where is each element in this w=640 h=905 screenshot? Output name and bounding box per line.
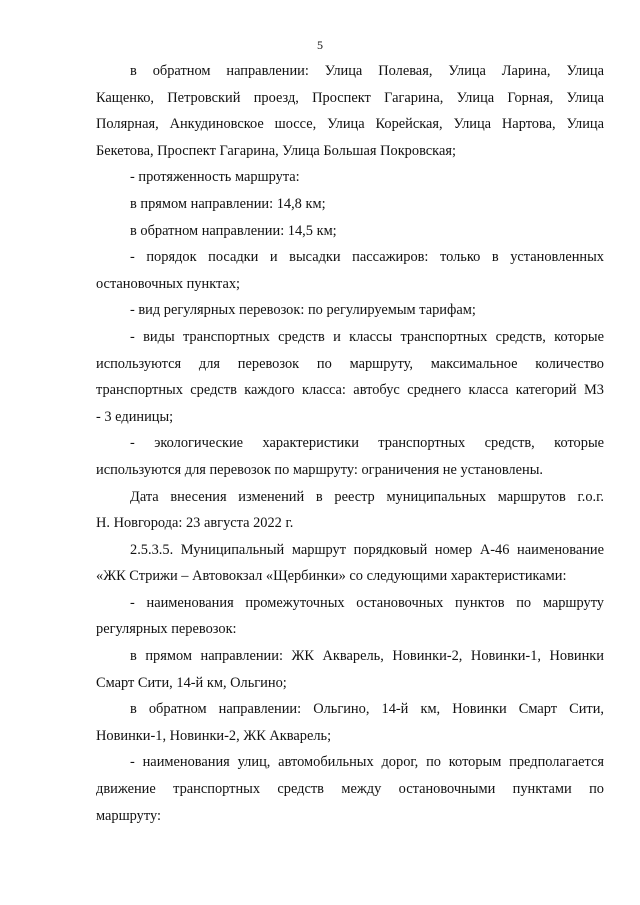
text-line: в обратном направлении: 14,5 км; xyxy=(130,222,337,239)
paragraph xyxy=(96,324,604,430)
text-line: в прямом направлении: ЖК Акварель, Новинки-2, Новинки-1, Новинки xyxy=(130,648,604,665)
page-number: 5 xyxy=(317,38,323,52)
text-line: - наименования промежуточных остановочных пунктов по маршруту xyxy=(130,594,604,611)
paragraph xyxy=(96,643,604,696)
paragraph xyxy=(96,537,604,590)
text-line: Дата внесения изменений в реестр муниципальных маршрутов г.о.г. xyxy=(130,488,604,505)
text-line: Смарт Сити, 14-й км, Ольгино; xyxy=(96,674,287,691)
text-line: движение транспортных средств между остановочными пунктами по xyxy=(96,781,604,798)
text-line: Кащенко, Петровский проезд, Проспект Гагарина, Улица Горная, Улица xyxy=(96,89,604,106)
paragraph xyxy=(96,297,604,324)
text-line: Полярная, Анкудиновское шоссе, Улица Корейская, Улица Нартова, Улица xyxy=(96,116,604,133)
text-line: используются для перевозок по маршруту: ограничения не установлены. xyxy=(96,461,543,478)
paragraph xyxy=(96,191,604,218)
text-line: - порядок посадки и высадки пассажиров: только в установленных xyxy=(130,249,604,266)
text-line: - экологические характеристики транспортных средств, которые xyxy=(130,435,604,452)
paragraph xyxy=(96,218,604,245)
text-line: - 3 единицы; xyxy=(96,408,174,425)
text-line: - виды транспортных средств и классы транспортных средств, которые xyxy=(130,328,604,345)
text-line: маршруту: xyxy=(96,807,161,824)
text-line: «ЖК Стрижи – Автовокзал «Щербинки» со следующими характеристиками: xyxy=(96,568,567,585)
paragraph xyxy=(96,749,604,829)
text-line: Бекетова, Проспект Гагарина, Улица Большая Покровская; xyxy=(96,142,456,159)
text-line: 2.5.3.5. Муниципальный маршрут порядковый номер А-46 наименование xyxy=(130,541,604,558)
paragraph xyxy=(96,164,604,191)
text-line: - протяженность маршрута: xyxy=(130,169,300,186)
text-line: в обратном направлении: Ольгино, 14-й км, Новинки Смарт Сити, xyxy=(130,701,604,718)
paragraph xyxy=(96,696,604,749)
paragraph xyxy=(96,590,604,643)
text-line: - наименования улиц, автомобильных дорог, по которым предполагается xyxy=(130,754,604,771)
text-line: транспортных средств каждого класса: автобус среднего класса категорий М3 xyxy=(96,382,604,399)
text-line: остановочных пунктах; xyxy=(96,275,241,292)
paragraph xyxy=(96,430,604,483)
text-line: Новинки-1, Новинки-2, ЖК Акварель; xyxy=(96,727,332,744)
text-line: Н. Новгорода: 23 августа 2022 г. xyxy=(96,515,294,532)
paragraph xyxy=(96,244,604,297)
document-body xyxy=(96,58,604,829)
text-line: в прямом направлении: 14,8 км; xyxy=(130,195,326,212)
paragraph xyxy=(96,58,604,164)
text-line: - вид регулярных перевозок: по регулируемым тарифам; xyxy=(130,302,476,319)
paragraph xyxy=(96,484,604,537)
text-line: в обратном направлении: Улица Полевая, Улица Ларина, Улица xyxy=(130,63,604,79)
text-line: используются для перевозок по маршруту, максимальное количество xyxy=(96,355,604,372)
text-line: регулярных перевозок: xyxy=(96,621,237,638)
